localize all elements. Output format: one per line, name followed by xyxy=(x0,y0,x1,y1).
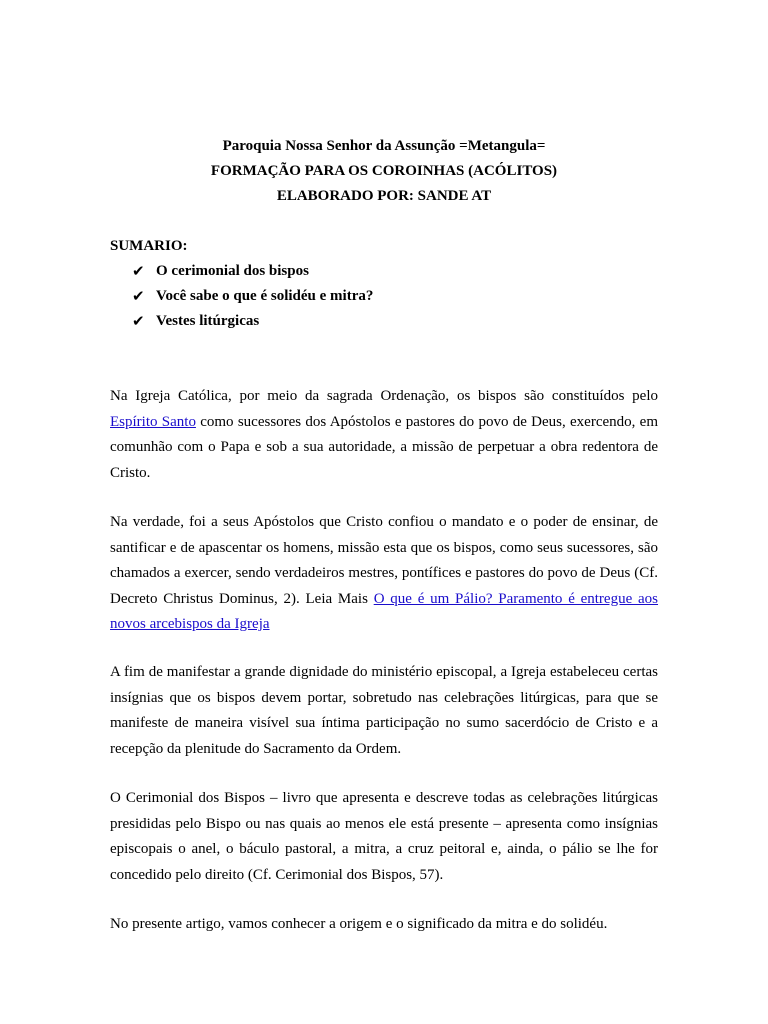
palio-article-link[interactable]: O que é um Pálio? Paramento é entregue aos novos arcebispos da Igreja xyxy=(110,590,659,632)
document-header xyxy=(0,134,768,209)
paragraph-text: Na Igreja Católica, por meio da sagrada Ordenação, os bispos são constituídos pelo xyxy=(110,388,658,404)
paragraph-cerimonial: O Cerimonial dos Bispos – livro que apresenta e descreve todas as celebrações litúrgicas presididas pelo Bispo ou nas quais ao menos ele está presente – apresenta como insígnias episcopais o anel, o báculo pastoral, a mitra, a cruz peitoral e, ainda, o pálio se lhe for concedido pelo direito (Cf. Cerimonial dos Bispos, 57). xyxy=(110,790,658,883)
checkmark-icon: ✔ xyxy=(132,262,145,280)
summary-list xyxy=(110,259,670,334)
checkmark-icon: ✔ xyxy=(132,312,145,330)
summary-section xyxy=(110,234,670,334)
summary-item xyxy=(110,284,670,309)
paragraph-apostles xyxy=(110,510,658,638)
summary-item-label: O cerimonial dos bispos xyxy=(156,263,309,279)
paragraph-text: como sucessores dos Apóstolos e pastores do povo de Deus, exercendo, em comunhão com o Papa e sob a sua autoridade, a missão de perpetuar a obra redentora de Cristo. xyxy=(110,413,658,481)
summary-item xyxy=(110,309,670,334)
training-title: FORMAÇÃO PARA OS COROINHAS (ACÓLITOS) xyxy=(210,163,558,179)
summary-item xyxy=(110,259,670,284)
summary-title: SUMARIO: xyxy=(110,238,188,254)
author-line: ELABORADO POR: SANDE AT xyxy=(276,188,492,204)
summary-item-label: Você sabe o que é solidéu e mitra? xyxy=(156,288,374,304)
paragraph-intro-article: No presente artigo, vamos conhecer a origem e o significado da mitra e do solidéu. xyxy=(110,916,608,932)
paragraph-ordination xyxy=(110,384,658,486)
espirito-santo-link[interactable]: Espírito Santo xyxy=(110,413,196,430)
paragraph-text: Na verdade, foi a seus Apóstolos que Cristo confiou o mandato e o poder de ensinar, de santificar e de apascentar os homens, missão esta que os bispos, como seus sucessores, são chamados a exercer, sendo verdadeiros mestres, pontífices e pastores do povo de Deus (Cf. Decreto Christus Dominus, 2). Leia Mais xyxy=(110,514,658,607)
summary-item-label: Vestes litúrgicas xyxy=(156,313,260,329)
checkmark-icon: ✔ xyxy=(132,287,145,305)
parish-title: Paroquia Nossa Senhor da Assunção =Metangula= xyxy=(222,138,546,154)
paragraph-insignias: A fim de manifestar a grande dignidade do ministério episcopal, a Igreja estabeleceu certas insígnias que os bispos devem portar, sobretudo nas celebrações litúrgicas, para que se manifeste de maneira visível sua íntima participação no sumo sacerdócio de Cristo e a recepção da plenitude do Sacramento da Ordem. xyxy=(110,664,658,757)
